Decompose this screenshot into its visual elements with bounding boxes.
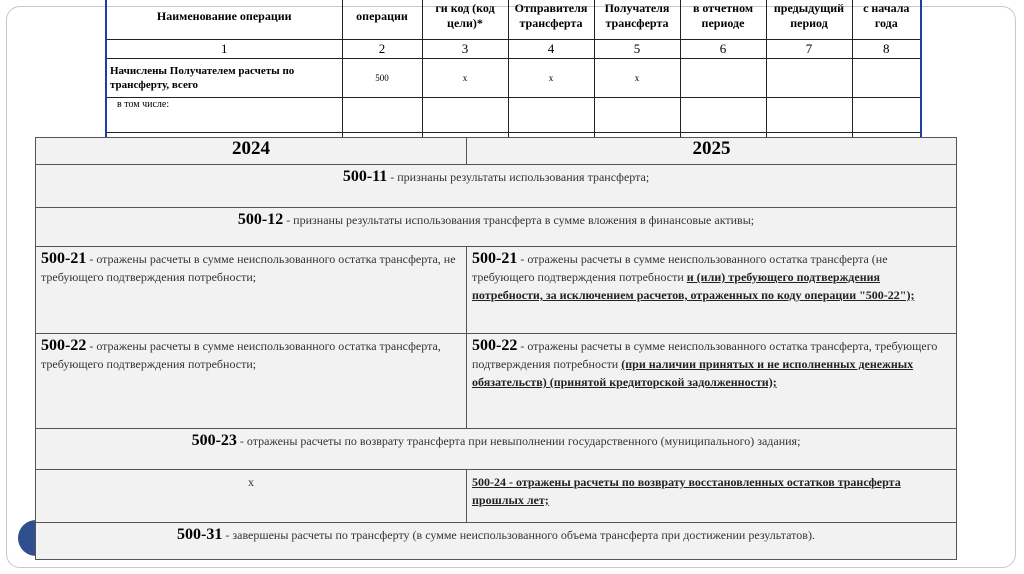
column-number: 5: [594, 40, 680, 59]
code-500-23-cell: [36, 429, 957, 470]
operation-code: 500-11: [342, 168, 388, 185]
column-number: 1: [106, 40, 342, 59]
operation-code: 500-31: [177, 526, 223, 543]
year-2025-header: 2025: [467, 138, 957, 165]
code-500-21-2025-cell: [467, 247, 957, 334]
operation-description: - отражены расчеты в сумме неиспользованного остатка трансферта (не требующего подтверждения потребности: [472, 252, 888, 284]
header-cell: с начала года: [852, 0, 921, 40]
header-row: [106, 0, 921, 40]
column-number: 8: [852, 40, 921, 59]
column-number: 6: [680, 40, 766, 59]
table-row: [106, 98, 921, 133]
operation-description: - отражены расчеты в сумме неиспользованного остатка трансферта, требующего подтверждения потребности;: [41, 339, 441, 371]
table-cell: [342, 98, 422, 133]
table-row: [36, 247, 957, 334]
table-cell: x: [594, 59, 680, 98]
code-500-21-2024-cell: [36, 247, 467, 334]
column-number: 3: [422, 40, 508, 59]
table-cell: [680, 59, 766, 98]
background-report-table: [105, 0, 922, 148]
header-cell: Отправителя трансферта: [508, 0, 594, 40]
operation-description: - завершены расчеты по трансферту (в сумме неиспользованного объема трансферта при достижении результатов).: [222, 528, 815, 542]
table-row: [106, 59, 921, 98]
column-number: 2: [342, 40, 422, 59]
table-row: [36, 523, 957, 560]
table-cell: [852, 98, 921, 133]
code-500-24-2025-cell: [467, 470, 957, 523]
operation-code: 500-22: [41, 337, 87, 354]
highlighted-change-text: 500-24 - отражены расчеты по возврату восстановленных остатков трансферта прошлых лет;: [472, 475, 901, 507]
operation-description: - отражены расчеты в сумме неиспользованного остатка трансферта, не требующего подтверждения потребности;: [41, 252, 456, 284]
table-row: [36, 208, 957, 247]
operation-description: - отражены расчеты по возврату трансферта при невыполнении государственного (муниципального) задания;: [236, 434, 801, 448]
operation-codes-comparison-table: [35, 137, 957, 560]
operation-code: 500: [342, 59, 422, 98]
operation-code: 500-21: [472, 250, 518, 267]
header-cell: предыдущий период: [766, 0, 852, 40]
operation-code: 500-23: [191, 432, 237, 449]
table-cell: x: [422, 59, 508, 98]
table-cell: [508, 98, 594, 133]
column-number: 7: [766, 40, 852, 59]
table-row: [36, 429, 957, 470]
code-500-11-cell: [36, 165, 957, 208]
table-cell: [680, 98, 766, 133]
code-500-31-cell: [36, 523, 957, 560]
operation-code: 500-21: [41, 250, 87, 267]
year-header-row: [36, 138, 957, 165]
operation-description: - отражены расчеты в сумме неиспользованного остатка трансферта, требующего подтверждения потребности: [472, 339, 938, 371]
table-cell: [422, 98, 508, 133]
table-row: [36, 334, 957, 429]
table-row: [36, 165, 957, 208]
operation-code: 500-22: [472, 337, 518, 354]
header-cell: в отчетном периоде: [680, 0, 766, 40]
code-500-12-cell: [36, 208, 957, 247]
year-2024-header: 2024: [36, 138, 467, 165]
operation-code: 500-12: [237, 211, 284, 228]
table-cell: x: [508, 59, 594, 98]
table-row: [36, 470, 957, 523]
operation-description: - признаны результаты использования трансферта;: [387, 170, 650, 184]
column-number-row: [106, 40, 921, 59]
code-500-22-2024-cell: [36, 334, 467, 429]
operation-description: - признаны результаты использования трансферта в сумме вложения в финансовые активы;: [283, 213, 755, 227]
header-cell: операции: [342, 0, 422, 40]
table-cell: [766, 59, 852, 98]
code-500-22-2025-cell: [467, 334, 957, 429]
table-cell: [852, 59, 921, 98]
table-cell: [766, 98, 852, 133]
row-label: Начислены Получателем расчеты по трансферту, всего: [106, 59, 342, 98]
row-label: в том числе:: [106, 98, 342, 133]
empty-2024-cell: x: [36, 470, 467, 523]
header-cell: Наименование операции: [106, 0, 342, 40]
header-cell: ги код (код цели)*: [422, 0, 508, 40]
table-cell: [594, 98, 680, 133]
highlighted-change-text: (при наличии принятых и не исполненных денежных обязательств) (принятой кредиторской задолженности);: [472, 357, 914, 389]
column-number: 4: [508, 40, 594, 59]
header-cell: Получателя трансферта: [594, 0, 680, 40]
highlighted-change-text: и (или) требующего подтверждения потребности, за исключением расчетов, отраженных по коду операции "500-22");: [472, 270, 915, 302]
